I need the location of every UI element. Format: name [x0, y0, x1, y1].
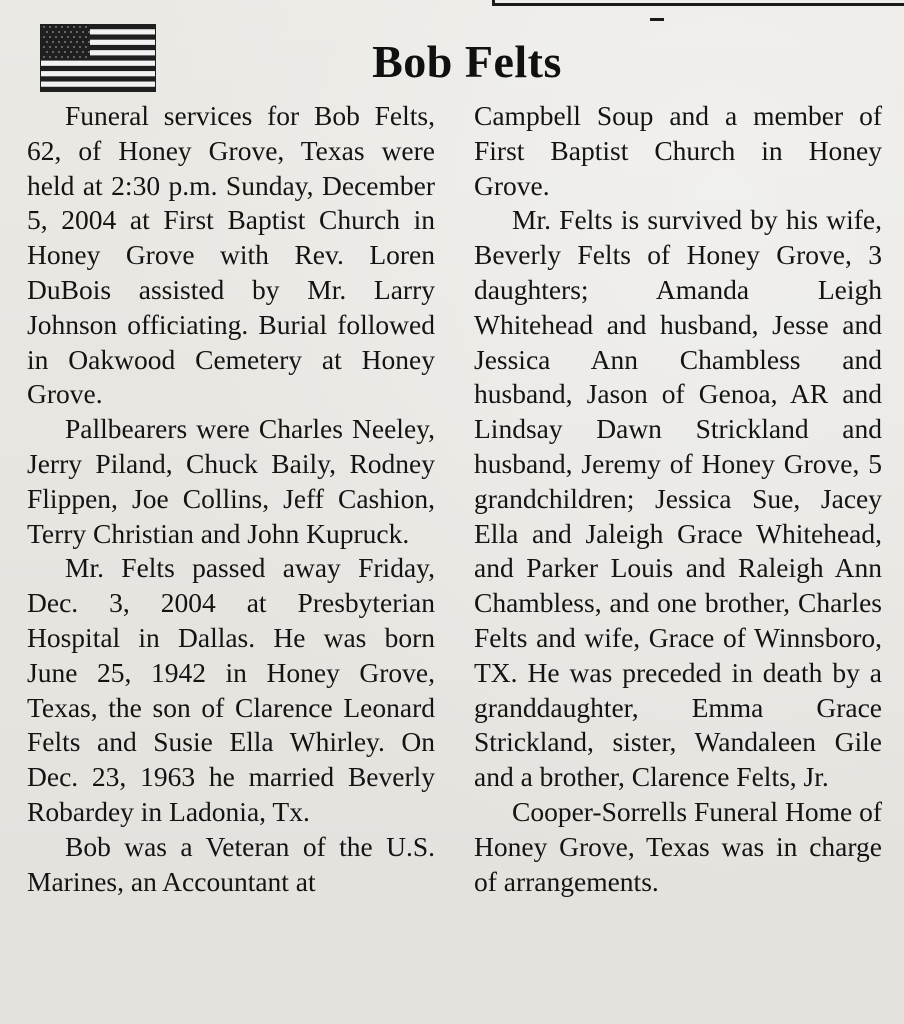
paragraph-career-continued: Campbell Soup and a member of First Baptist Church in Honey Grove. — [474, 100, 882, 201]
paragraph-pallbearers: Pallbearers were Charles Neeley, Jerry Piland, Chuck Baily, Rodney Flippen, Joe Collins, Jeff Cashion, Terry Christian and John Kupruck. — [27, 413, 435, 549]
paragraph-biography: Mr. Felts passed away Friday, Dec. 3, 2004 at Presbyterian Hospital in Dallas. He was born June 25, 1942 in Honey Grove, Texas, the son of Clarence Leonard Felts and Susie Ella Whirley. On Dec. 23, 1963 he married Beverly Robardey in Ladonia, Tx. — [27, 552, 435, 827]
top-tick-mark — [650, 18, 664, 21]
top-border-rule — [492, 0, 904, 6]
paragraph-career-start: Bob was a Veteran of the U.S. Marines, an Accountant at — [27, 830, 435, 897]
right-column — [474, 99, 882, 899]
paragraph-funeral-services: Funeral services for Bob Felts, 62, of Honey Grove, Texas were held at 2:30 p.m. Sunday, December 5, 2004 at First Baptist Church in Honey Grove with Rev. Loren DuBois assisted by Mr. Larry Johnson officiating. Burial followed in Oakwood Cemetery at Honey Grove. — [27, 100, 435, 410]
paragraph-arrangements: Cooper-Sorrells Funeral Home of Honey Grove, Texas was in charge of arrangements. — [474, 795, 882, 897]
paragraph-survivors: Mr. Felts is survived by his wife, Beverly Felts of Honey Grove, 3 daughters; Amanda Leigh Whitehead and husband, Jesse and Jessica Ann Chambless and husband, Jason of Genoa, AR and Lindsay Dawn Strickland and husband, Jeremy of Honey Grove, 5 grandchildren; Jessica Sue, Jacey Ella and Jaleigh Grace Whitehead, and Parker Louis and Raleigh Ann Chambless, and one brother, Charles Felts and wife, Grace of Winnsboro, TX. He was preceded in death by a granddaughter, Emma Grace Strickland, sister, Wandaleen Gile and a brother, Clarence Felts, Jr. — [474, 204, 882, 793]
left-column — [27, 99, 435, 899]
obituary-title: Bob Felts — [372, 36, 562, 87]
